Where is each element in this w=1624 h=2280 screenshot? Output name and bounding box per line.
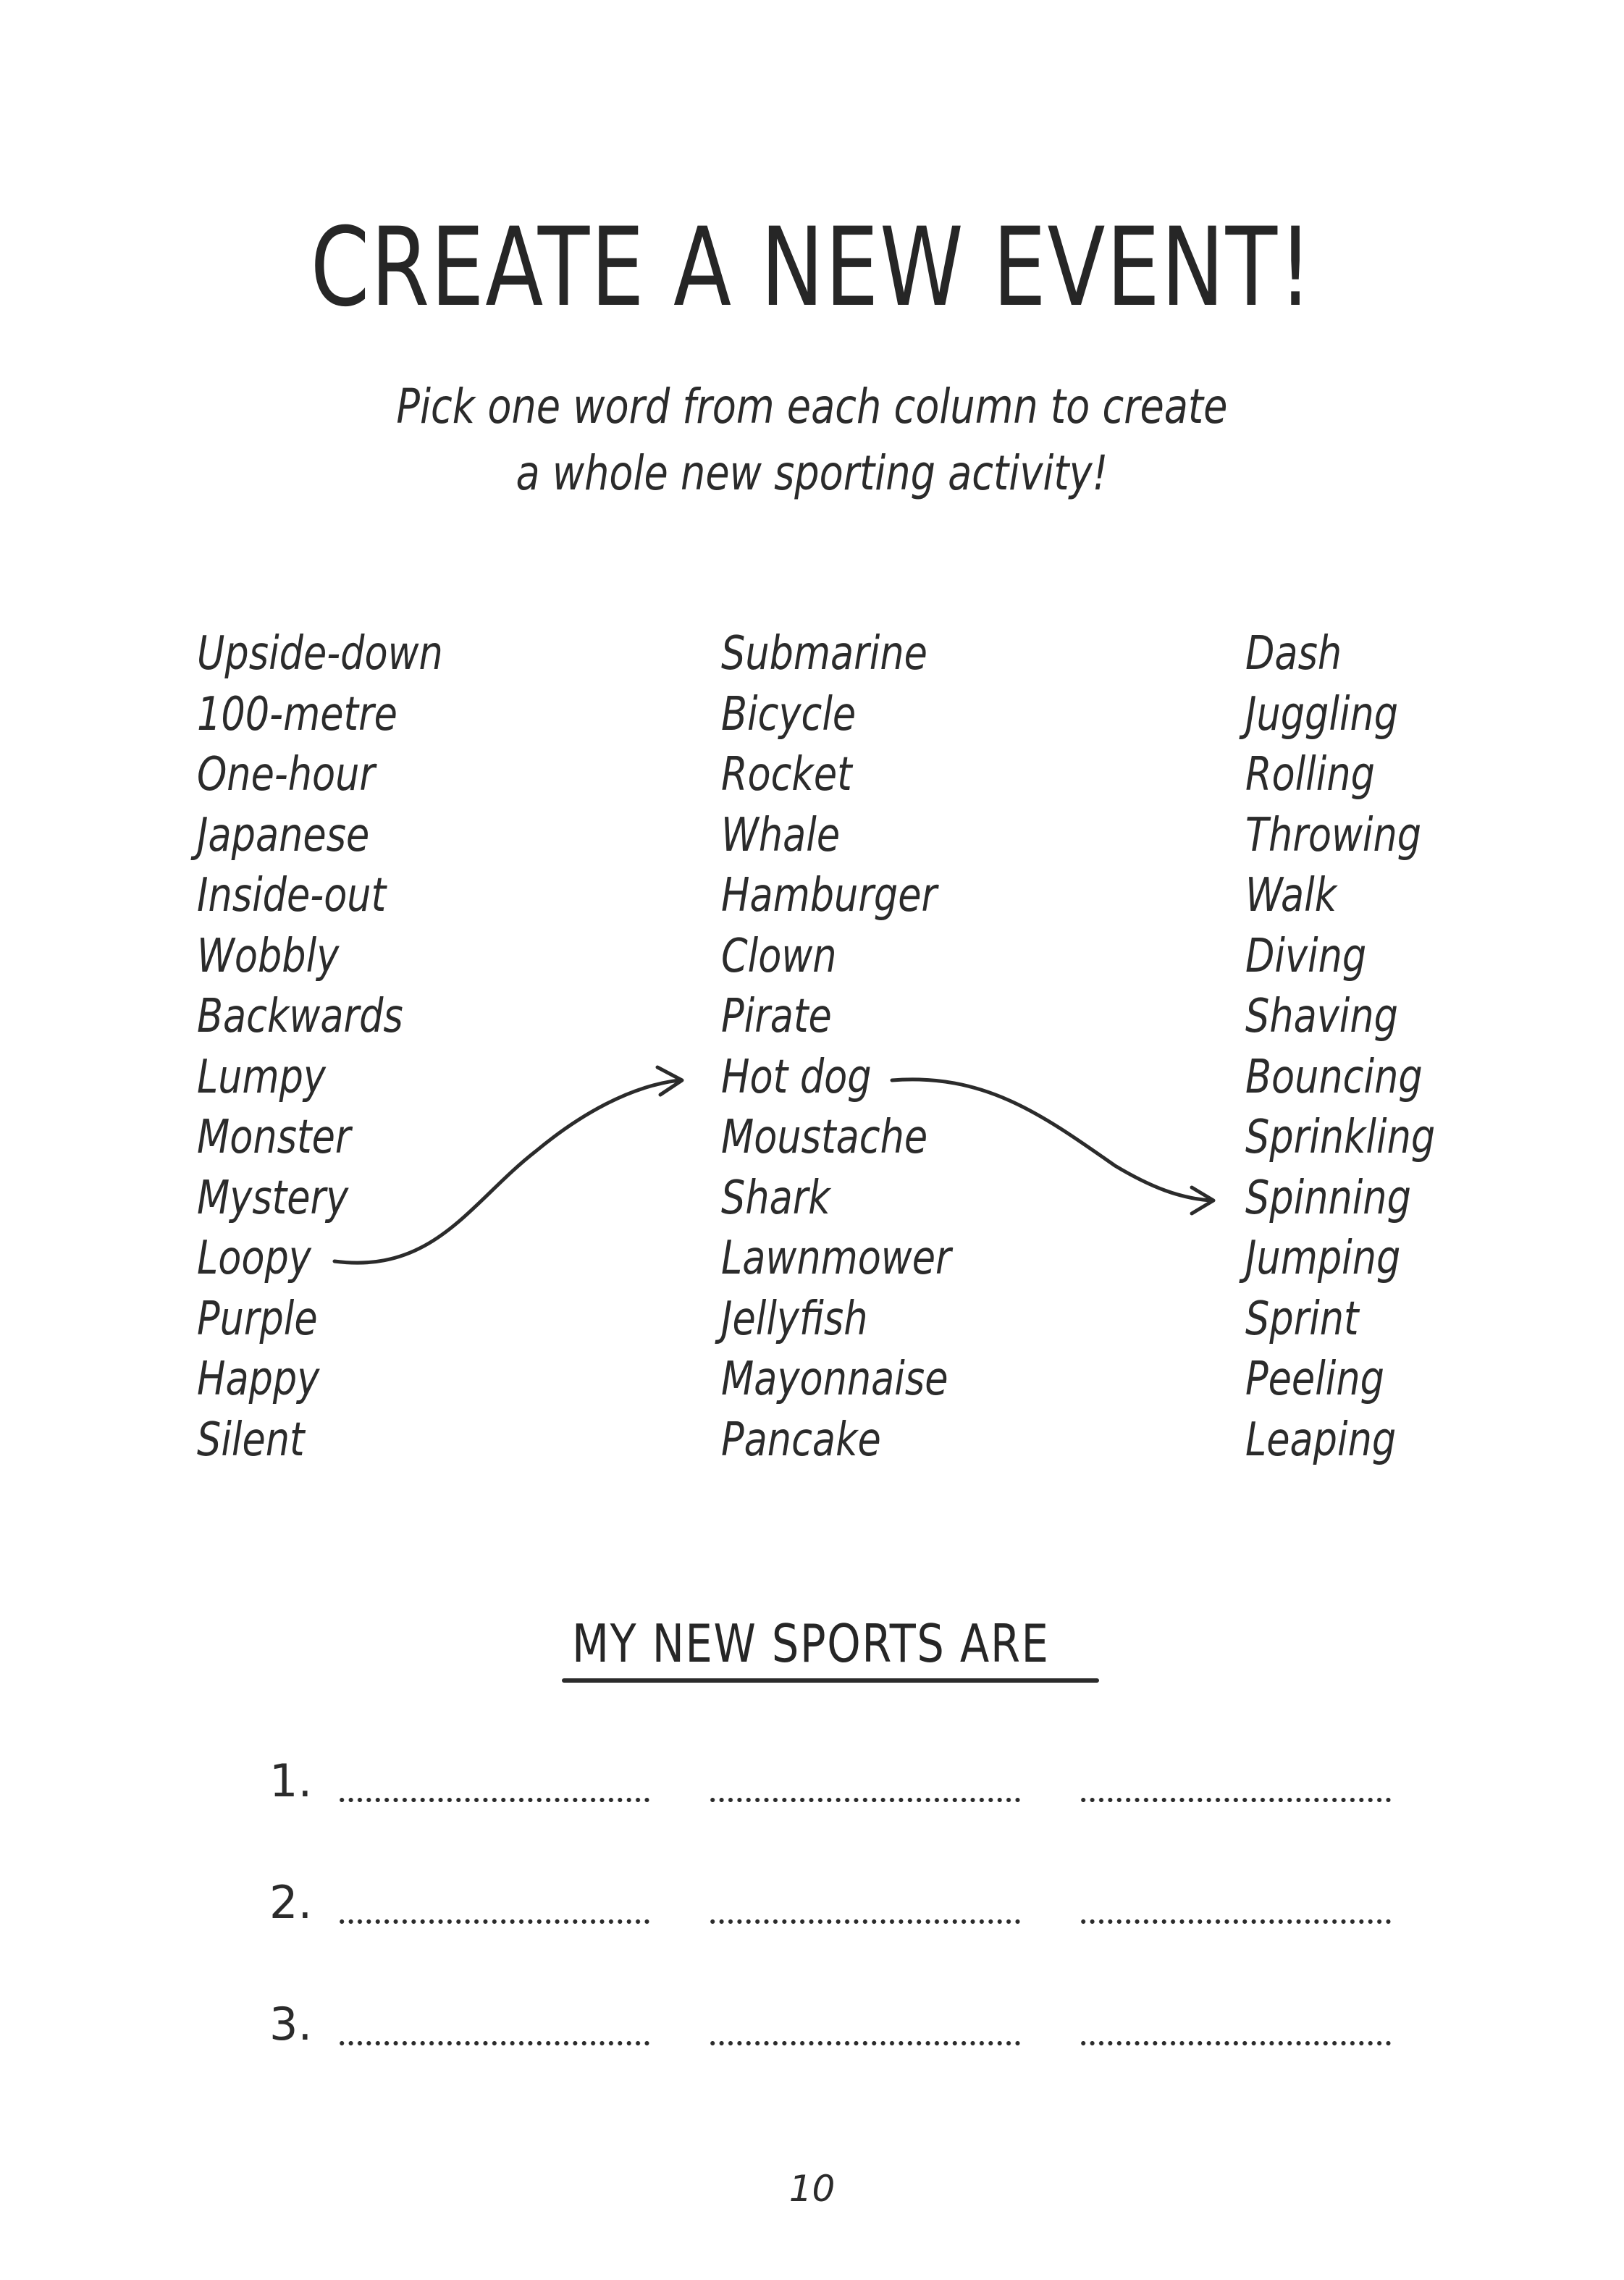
word-item: Bouncing [1245, 1050, 1423, 1104]
answer-blank[interactable] [1079, 1919, 1392, 1924]
word-item: Monster [197, 1111, 351, 1164]
word-item: Backwards [197, 990, 403, 1043]
word-item: Juggling [1245, 687, 1399, 741]
answers-heading-underline [562, 1678, 1099, 1683]
page-number: 10 [788, 2168, 836, 2210]
answers-heading: MY NEW SPORTS ARE [572, 1613, 1050, 1674]
answer-blank[interactable] [337, 1919, 650, 1924]
answer-number: 3. [269, 1998, 313, 2050]
word-item: Moustache [721, 1111, 928, 1164]
word-item: Whale [721, 808, 841, 862]
word-item: Shaving [1245, 990, 1398, 1043]
word-item: Spinning [1245, 1171, 1411, 1225]
answer-blank[interactable] [337, 2040, 650, 2046]
answer-blank[interactable] [1079, 1797, 1392, 1803]
answer-blank[interactable] [708, 1919, 1021, 1924]
word-item: Dash [1245, 627, 1342, 681]
word-item: Rolling [1245, 748, 1375, 802]
answer-blank[interactable] [1079, 2040, 1392, 2046]
word-item: Sprinkling [1245, 1111, 1436, 1164]
answer-blank[interactable] [708, 1797, 1021, 1803]
word-item: Lawnmower [721, 1232, 951, 1285]
instructions-line-2: a whole new sporting activity! [516, 445, 1108, 501]
word-item: Walk [1245, 869, 1337, 922]
word-item: Japanese [197, 808, 370, 862]
word-item: Diving [1245, 929, 1367, 983]
instructions-line-1: Pick one word from each column to create [396, 379, 1228, 434]
word-item: Bicycle [721, 687, 857, 741]
answer-row [0, 1995, 1624, 2068]
word-item: Shark [721, 1171, 830, 1225]
word-item: Purple [197, 1292, 318, 1346]
word-item: Submarine [721, 627, 927, 681]
word-item: Rocket [721, 748, 852, 802]
word-item: Upside-down [197, 627, 443, 681]
answer-row [0, 1752, 1624, 1825]
word-column-second [721, 624, 1001, 1471]
word-item: Mayonnaise [721, 1353, 948, 1406]
word-item: Wobbly [197, 929, 340, 983]
word-item: Mystery [197, 1171, 349, 1225]
word-item: Jellyfish [721, 1292, 868, 1346]
word-item: One-hour [197, 748, 375, 802]
word-column-first [197, 624, 497, 1471]
word-item: Clown [721, 929, 837, 983]
answer-blank[interactable] [337, 1797, 650, 1803]
arrow-head-second [1192, 1187, 1213, 1213]
word-item: Peeling [1245, 1353, 1384, 1406]
word-item: Hamburger [721, 869, 938, 922]
word-item: Lumpy [197, 1050, 326, 1104]
page-title: CREATE A NEW EVENT! [310, 205, 1314, 331]
word-item: Throwing [1245, 808, 1422, 862]
answer-blank[interactable] [708, 2040, 1021, 2046]
answer-number: 2. [269, 1876, 313, 1929]
word-item: Jumping [1245, 1232, 1401, 1285]
answer-row [0, 1874, 1624, 1946]
word-item: Leaping [1245, 1413, 1397, 1467]
word-item: Happy [197, 1353, 320, 1406]
word-column-third [1245, 624, 1477, 1471]
word-item: Sprint [1245, 1292, 1359, 1346]
word-item: Pirate [721, 990, 832, 1043]
answer-number: 1. [269, 1754, 313, 1807]
word-item: Hot dog [721, 1050, 872, 1104]
word-item: Pancake [721, 1413, 881, 1467]
arrow-head-first [657, 1067, 682, 1095]
word-item: 100-metre [197, 687, 397, 741]
word-item: Inside-out [197, 869, 387, 922]
word-item: Loopy [197, 1232, 311, 1285]
word-item: Silent [197, 1413, 305, 1467]
